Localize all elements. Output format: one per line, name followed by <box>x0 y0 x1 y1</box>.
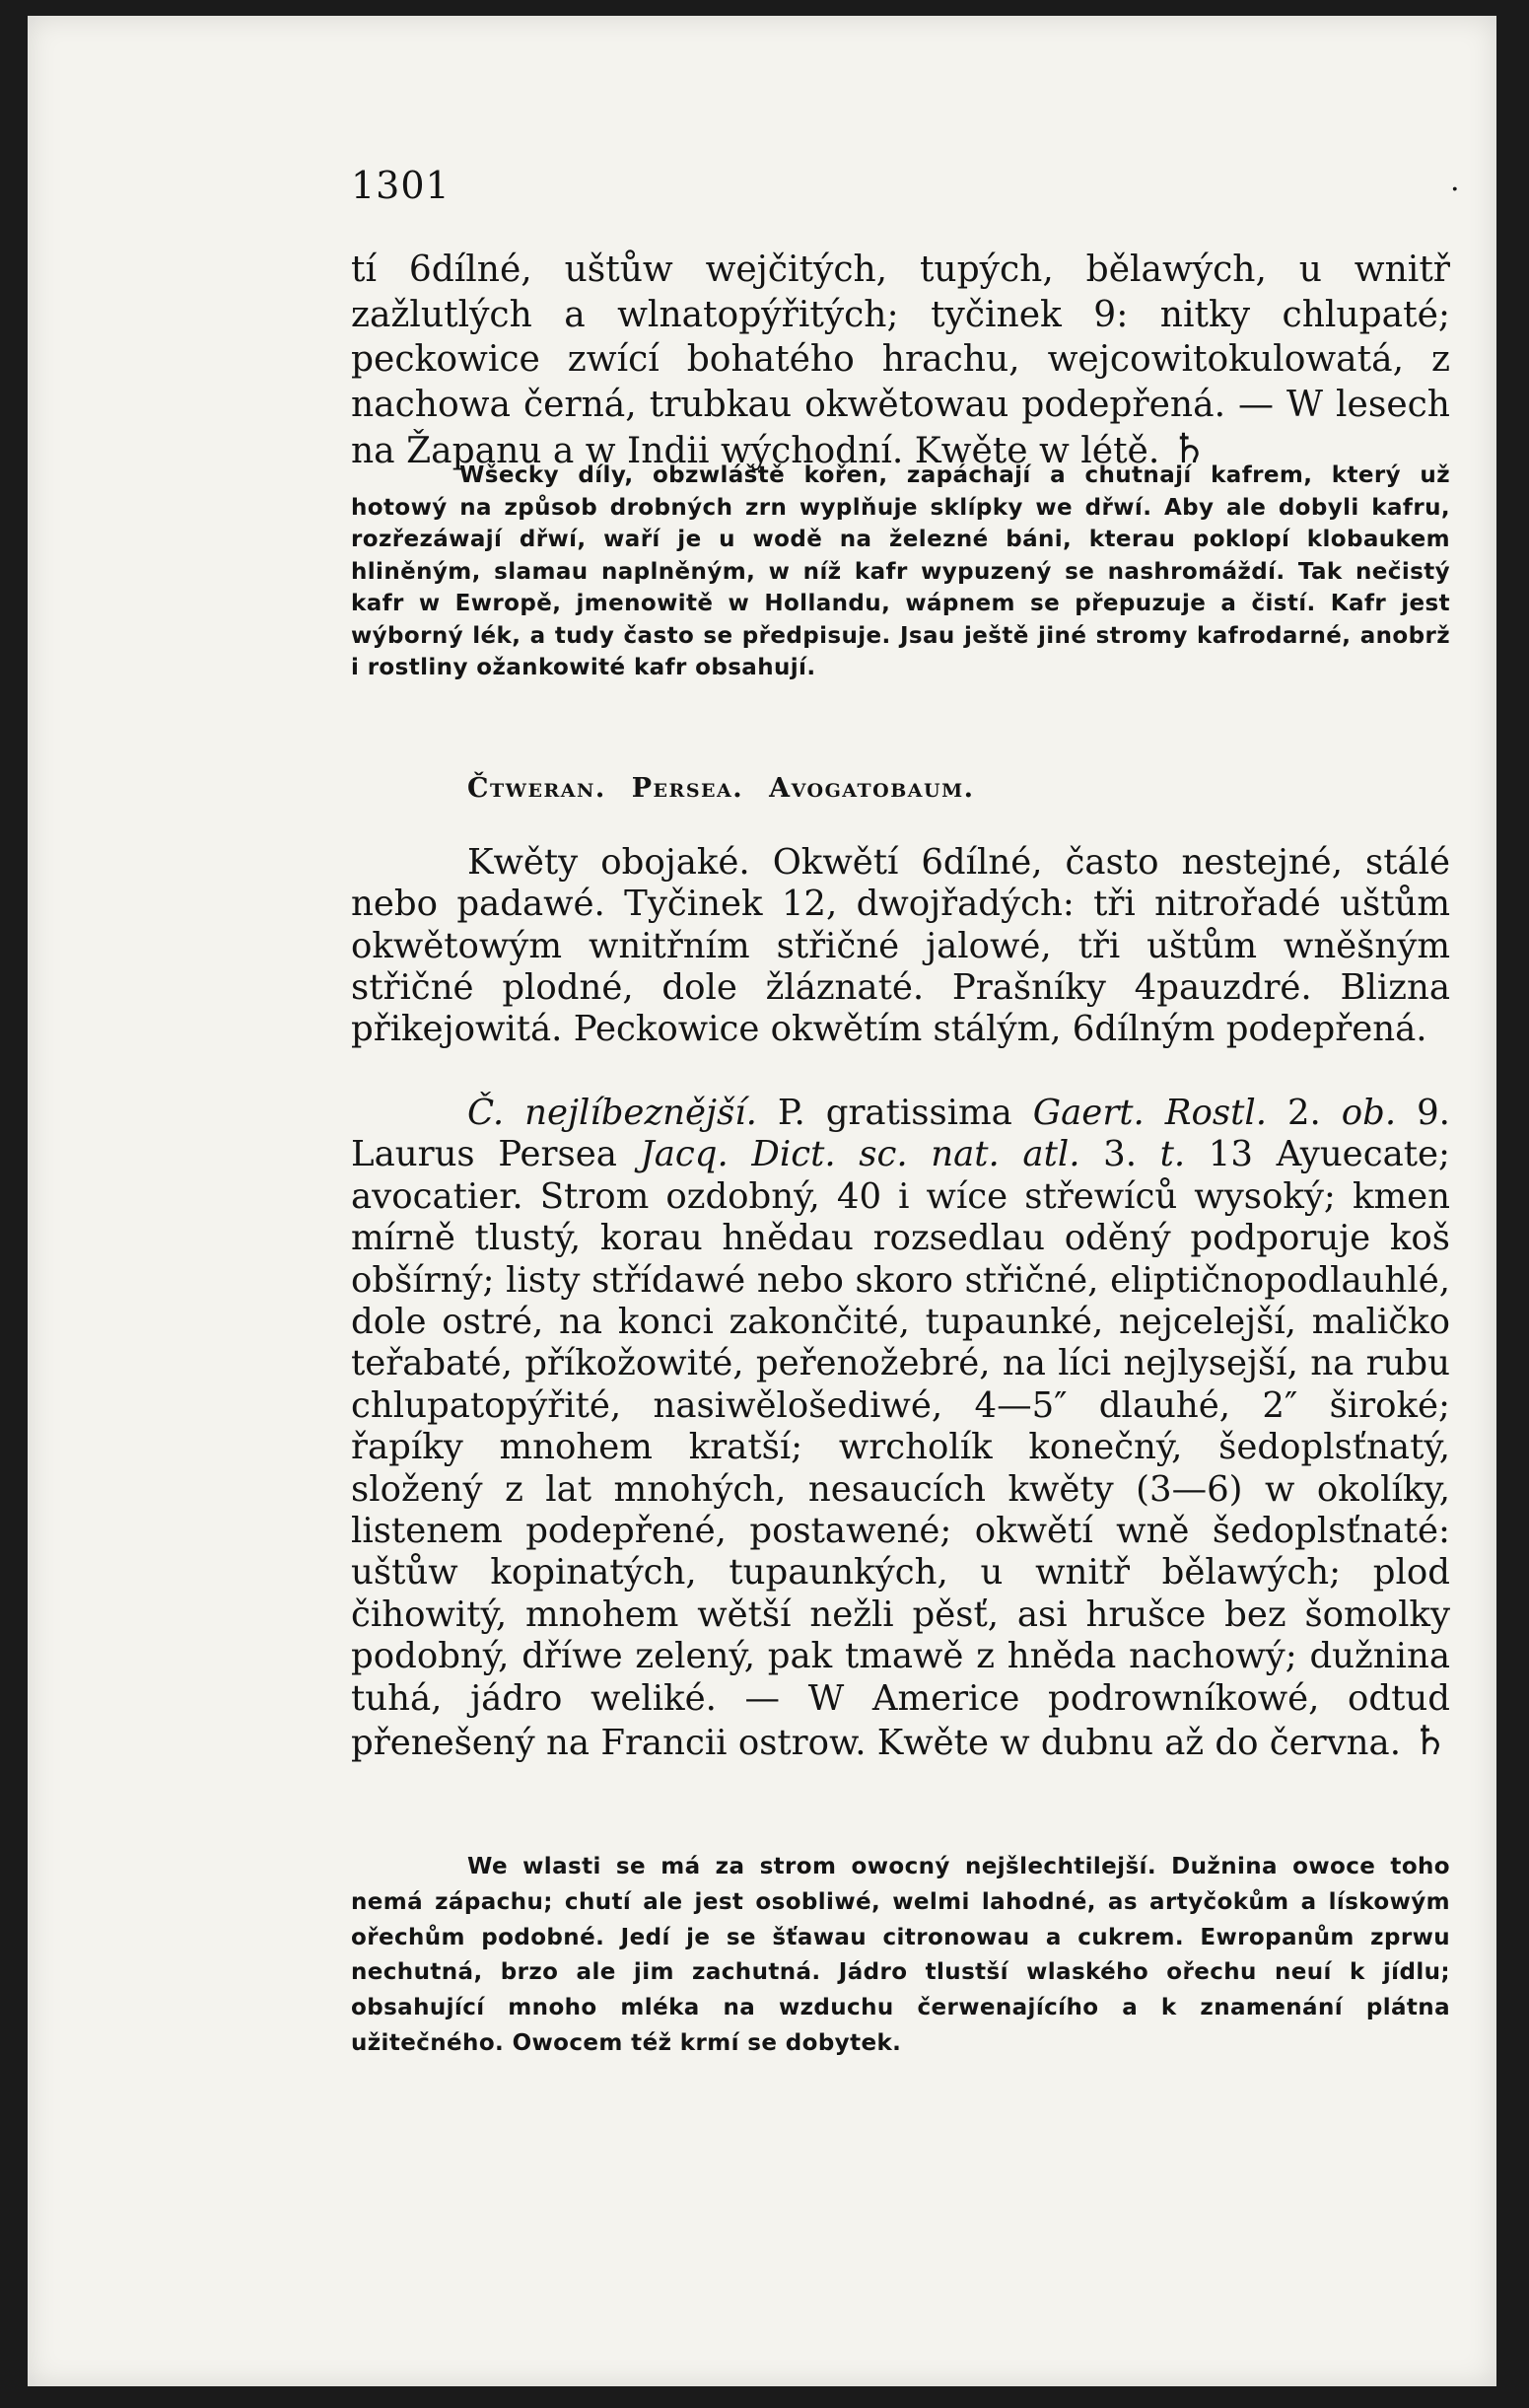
perennial-symbol: ♄ <box>1412 1717 1448 1765</box>
genus-heading <box>467 773 1001 804</box>
reference-1-number: 2. <box>1286 1093 1321 1133</box>
genus-description: Kwěty obojaké. Okwětí 6dílné, často nestejné, stálé nebo padawé. Tyčinek 12, dwojřadých: tři nitrořadé uštům okwětowým wnitřním střičné jalowé, tři uštům wněšným střičné plodné, dole žláznaté. Prašníky 4pauzdré. Blizna přikejowitá. Peckowice okwětím stálým, 6dílným podepřená. <box>351 842 1450 1050</box>
reference-1-end: 9. Laurus Persea <box>351 1093 1450 1175</box>
paragraph-continuation <box>351 248 1450 474</box>
perennial-symbol: ♄ <box>1170 425 1208 472</box>
footnote-camphor: Wšecky díly, obzwláště kořen, zapáchají a chutnají kafrem, který už hotowý na způsob drobných zrn wyplňuje sklípky we dřwí. Aby ale dobyli kafru, rozřezáwají dřwí, waří je u wodě na železné báni, kterau poklopí klobaukem hliněným, slamau naplněným, w níž kafr wypuzený se nashromáždí. Tak nečistý kafr w Ewropě, jmenowitě w Hollandu, wápnem se přepuzuje a čistí. Kafr jest wýborný lék, a tudy často se předpisuje. Jsau ještě jiné stromy kafrodarné, anobrž i rostliny ožankowité kafr obsahují. <box>351 462 1450 680</box>
reference-2-end: 13 <box>1208 1134 1253 1175</box>
corner-mark: . <box>1450 164 1460 198</box>
book-page <box>28 16 1496 2386</box>
reference-1-ob: ob. <box>1341 1093 1397 1133</box>
reference-2-t: t. <box>1159 1134 1186 1175</box>
species-latin-name: P. gratissima <box>777 1093 1012 1133</box>
species-name: Č. nejlíbeznější. <box>467 1093 757 1133</box>
reference-1: Gaert. Rostl. <box>1032 1093 1267 1133</box>
paragraph-continuation-text: tí 6dílné, uštůw wejčitých, tupých, bělawých, u wnitř zažlutlých a wlnatopýřitých; tyčinek 9: nitky chlupaté; peckowice zwící bohatého hrachu, wejcowitokulowatá, z nachowa černá, trubkau okwětowau podepřená. — W lesech na Žapanu a w Indii wýchodní. Kwěte w létě. <box>351 249 1450 471</box>
page-number: 1301 <box>351 164 451 207</box>
reference-2-number: 3. <box>1103 1134 1137 1175</box>
species-text: Ayuecate; avocatier. Strom ozdobný, 40 i wíce střewíců wysoký; kmen mírně tlustý, korau hnědau rozsedlau oděný podporuje koš obšírný; listy střídawé nebo skoro střičné, eliptičnopodlauhlé, dole ostré, na konci zakončité, tupaunké, nejcelejší, maličko teřabaté, příkožowité, peřenožebré, na líci nejlysejší, na rubu chlupatopýřité, nasiwělošediwé, 4—5″ dlauhé, 2″ široké; řapíky mnohem kratší; wrcholík konečný, šedoplsťnatý, složený z lat mnohých, nesaucích kwěty (3—6) w okolíky, listenem podepřené, postawené; okwětí wně šedoplsťnaté: uštůw kopinatých, tupaunkých, u wnitř bělawých; plod čihowitý, mnohem wětší nežli pěsť, asi hrušce bez šomolky podobný, dříwe zelený, pak tmawě z hněda nachowý; dužnina tuhá, jádro weliké. — W Americe podrowníkowé, odtud přenešený na Francii ostrow. Kwěte w dubnu až do června. <box>351 1134 1450 1764</box>
species-description <box>351 1093 1450 1765</box>
genus-name-german: Avogatobaum. <box>769 773 975 804</box>
reference-2: Jacq. Dict. sc. nat. atl. <box>640 1134 1080 1175</box>
genus-name-czech: Čtweran. <box>467 773 606 804</box>
genus-name-latin: Persea. <box>631 773 744 804</box>
footnote-avocado: We wlasti se má za strom owocný nejšlechtilejší. Dužnina owoce toho nemá zápachu; chutí ale jest osobliwé, welmi lahodné, as artyčokům a lískowým ořechům podobné. Jedí je se šťawau citronowau a cukrem. Ewropanům zprwu nechutná, brzo ale jim zachutná. Jádro tlustší wlaského ořechu neuí k jídlu; obsahující mnoho mléka na wzduchu čerwenajícího a k znamenání plátna užitečného. Owocem též krmí se dobytek. <box>351 1854 1450 2056</box>
